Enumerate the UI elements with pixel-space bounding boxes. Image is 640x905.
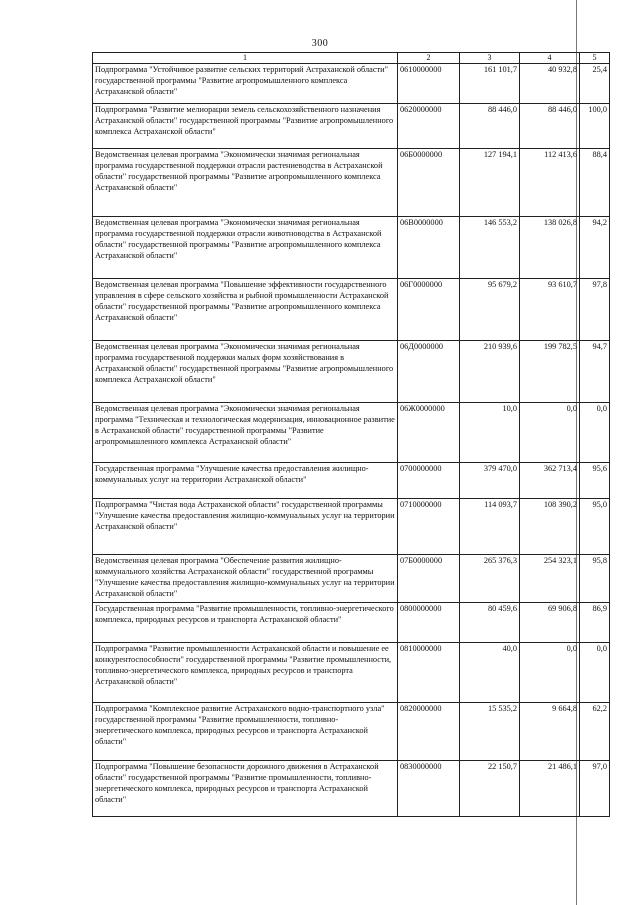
budget-table [92,52,610,817]
execution-percent: 97,8 [580,279,610,341]
actual-amount: 21 486,1 [520,761,580,817]
execution-percent: 95,0 [580,499,610,555]
program-name: Государственная программа "Развитие промышленности, топливно-энергетического комплекса, природных ресурсов и транспорта Астраханской области" [93,603,398,643]
program-name: Подпрограмма "Повышение безопасности дорожного движения в Астраханской области" государственной программы "Развитие промышленности, топливно-энергетического комплекса, природных ресурсов и транспорта Астраханской области" [93,761,398,817]
planned-amount: 114 093,7 [460,499,520,555]
column-header-5: 5 [580,53,610,64]
column-number-row [93,53,610,64]
table-row [93,463,610,499]
table-row [93,403,610,463]
actual-amount: 88 446,0 [520,104,580,149]
execution-percent: 95,8 [580,555,610,603]
program-name: Ведомственная целевая программа "Экономически значимая региональная программа государственной поддержки отрасли растениеводства в Астраханской области" государственной программы "Развитие агропромышленного комплекса Астраханской области" [93,149,398,217]
execution-percent: 94,7 [580,341,610,403]
program-code: 06Г0000000 [398,279,460,341]
actual-amount: 199 782,5 [520,341,580,403]
program-code: 0800000000 [398,603,460,643]
program-name: Ведомственная целевая программа "Обеспечение развития жилищно-коммунального хозяйства Астраханской области" государственной программы "Улучшение качества предоставления жилищно-коммунальных услуг на территории Астраханской области" [93,555,398,603]
page-number: 300 [311,38,329,49]
program-code: 0620000000 [398,104,460,149]
program-code: 06Б0000000 [398,149,460,217]
execution-percent: 0,0 [580,643,610,703]
execution-percent: 0,0 [580,403,610,463]
program-name: Подпрограмма "Комплексное развитие Астраханского водно-транспортного узла" государственной программы "Развитие промышленности, топливно-энергетического комплекса, природных ресурсов и транспорта Астраханской области" [93,703,398,761]
table-row [93,64,610,104]
program-code: 06В0000000 [398,217,460,279]
planned-amount: 146 553,2 [460,217,520,279]
planned-amount: 22 150,7 [460,761,520,817]
column-header-1: 1 [93,53,398,64]
program-name: Подпрограмма "Развитие мелиорации земель сельскохозяйственного назначения Астраханской области" государственной программы "Развитие агропромышленного комплекса Астраханской области" [93,104,398,149]
planned-amount: 80 459,6 [460,603,520,643]
planned-amount: 127 194,1 [460,149,520,217]
program-code: 0610000000 [398,64,460,104]
actual-amount: 9 664,8 [520,703,580,761]
table-row [93,555,610,603]
execution-percent: 88,4 [580,149,610,217]
planned-amount: 15 535,2 [460,703,520,761]
actual-amount: 138 026,8 [520,217,580,279]
planned-amount: 210 939,6 [460,341,520,403]
execution-percent: 62,2 [580,703,610,761]
table-row [93,279,610,341]
program-name: Ведомственная целевая программа "Экономически значимая региональная программа государственной поддержки малых форм хозяйствования в Астраханской области" государственной программы "Развитие агропромышленного комплекса Астраханской области" [93,341,398,403]
actual-amount: 0,0 [520,403,580,463]
program-name: Ведомственная целевая программа "Экономически значимая региональная программа "Техническая и технологическая модернизация, инновационное развитие в Астраханской области" государственной программы "Развитие агропромышленного комплекса Астраханской области" [93,403,398,463]
planned-amount: 379 470,0 [460,463,520,499]
program-code: 0700000000 [398,463,460,499]
program-name: Подпрограмма "Развитие промышленности Астраханской области и повышение ее конкурентоспособности" государственной программы "Развитие промышленности, топливно-энергетического комплекса, природных ресурсов и транспорта Астраханской области" [93,643,398,703]
execution-percent: 86,9 [580,603,610,643]
program-name: Подпрограмма "Устойчивое развитие сельских территорий Астраханской области" государственной программы "Развитие агропромышленного комплекса Астраханской области" [93,64,398,104]
planned-amount: 40,0 [460,643,520,703]
program-name: Ведомственная целевая программа "Экономически значимая региональная программа государственной поддержки отрасли животноводства в Астраханской области" государственной программы "Развитие агропромышленного комплекса Астраханской области" [93,217,398,279]
actual-amount: 40 932,8 [520,64,580,104]
table-row [93,703,610,761]
actual-amount: 0,0 [520,643,580,703]
table-row [93,761,610,817]
program-name: Ведомственная целевая программа "Повышение эффективности государственного управления в сфере сельского хозяйства и рыбной промышленности Астраханской области" государственной программы "Развитие агропромышленного комплекса Астраханской области" [93,279,398,341]
planned-amount: 161 101,7 [460,64,520,104]
column-header-3: 3 [460,53,520,64]
program-code: 06Ж0000000 [398,403,460,463]
table-row [93,149,610,217]
planned-amount: 10,0 [460,403,520,463]
execution-percent: 94,2 [580,217,610,279]
actual-amount: 93 610,7 [520,279,580,341]
program-code: 0830000000 [398,761,460,817]
actual-amount: 254 323,1 [520,555,580,603]
execution-percent: 95,6 [580,463,610,499]
actual-amount: 112 413,6 [520,149,580,217]
table-row [93,341,610,403]
program-code: 06Д0000000 [398,341,460,403]
execution-percent: 97,0 [580,761,610,817]
planned-amount: 265 376,3 [460,555,520,603]
actual-amount: 362 713,4 [520,463,580,499]
execution-percent: 25,4 [580,64,610,104]
planned-amount: 88 446,0 [460,104,520,149]
planned-amount: 95 679,2 [460,279,520,341]
actual-amount: 69 906,8 [520,603,580,643]
program-code: 0710000000 [398,499,460,555]
program-code: 0820000000 [398,703,460,761]
table-row [93,603,610,643]
table-row [93,643,610,703]
actual-amount: 108 390,2 [520,499,580,555]
table-row [93,104,610,149]
program-code: 07Б0000000 [398,555,460,603]
table-row [93,217,610,279]
program-code: 0810000000 [398,643,460,703]
column-header-2: 2 [398,53,460,64]
program-name: Государственная программа "Улучшение качества предоставления жилищно-коммунальных услуг на территории Астраханской области" [93,463,398,499]
execution-percent: 100,0 [580,104,610,149]
program-name: Подпрограмма "Чистая вода Астраханской области" государственной программы "Улучшение качества предоставления жилищно-коммунальных услуг на территории Астраханской области" [93,499,398,555]
table-row [93,499,610,555]
column-header-4: 4 [520,53,580,64]
